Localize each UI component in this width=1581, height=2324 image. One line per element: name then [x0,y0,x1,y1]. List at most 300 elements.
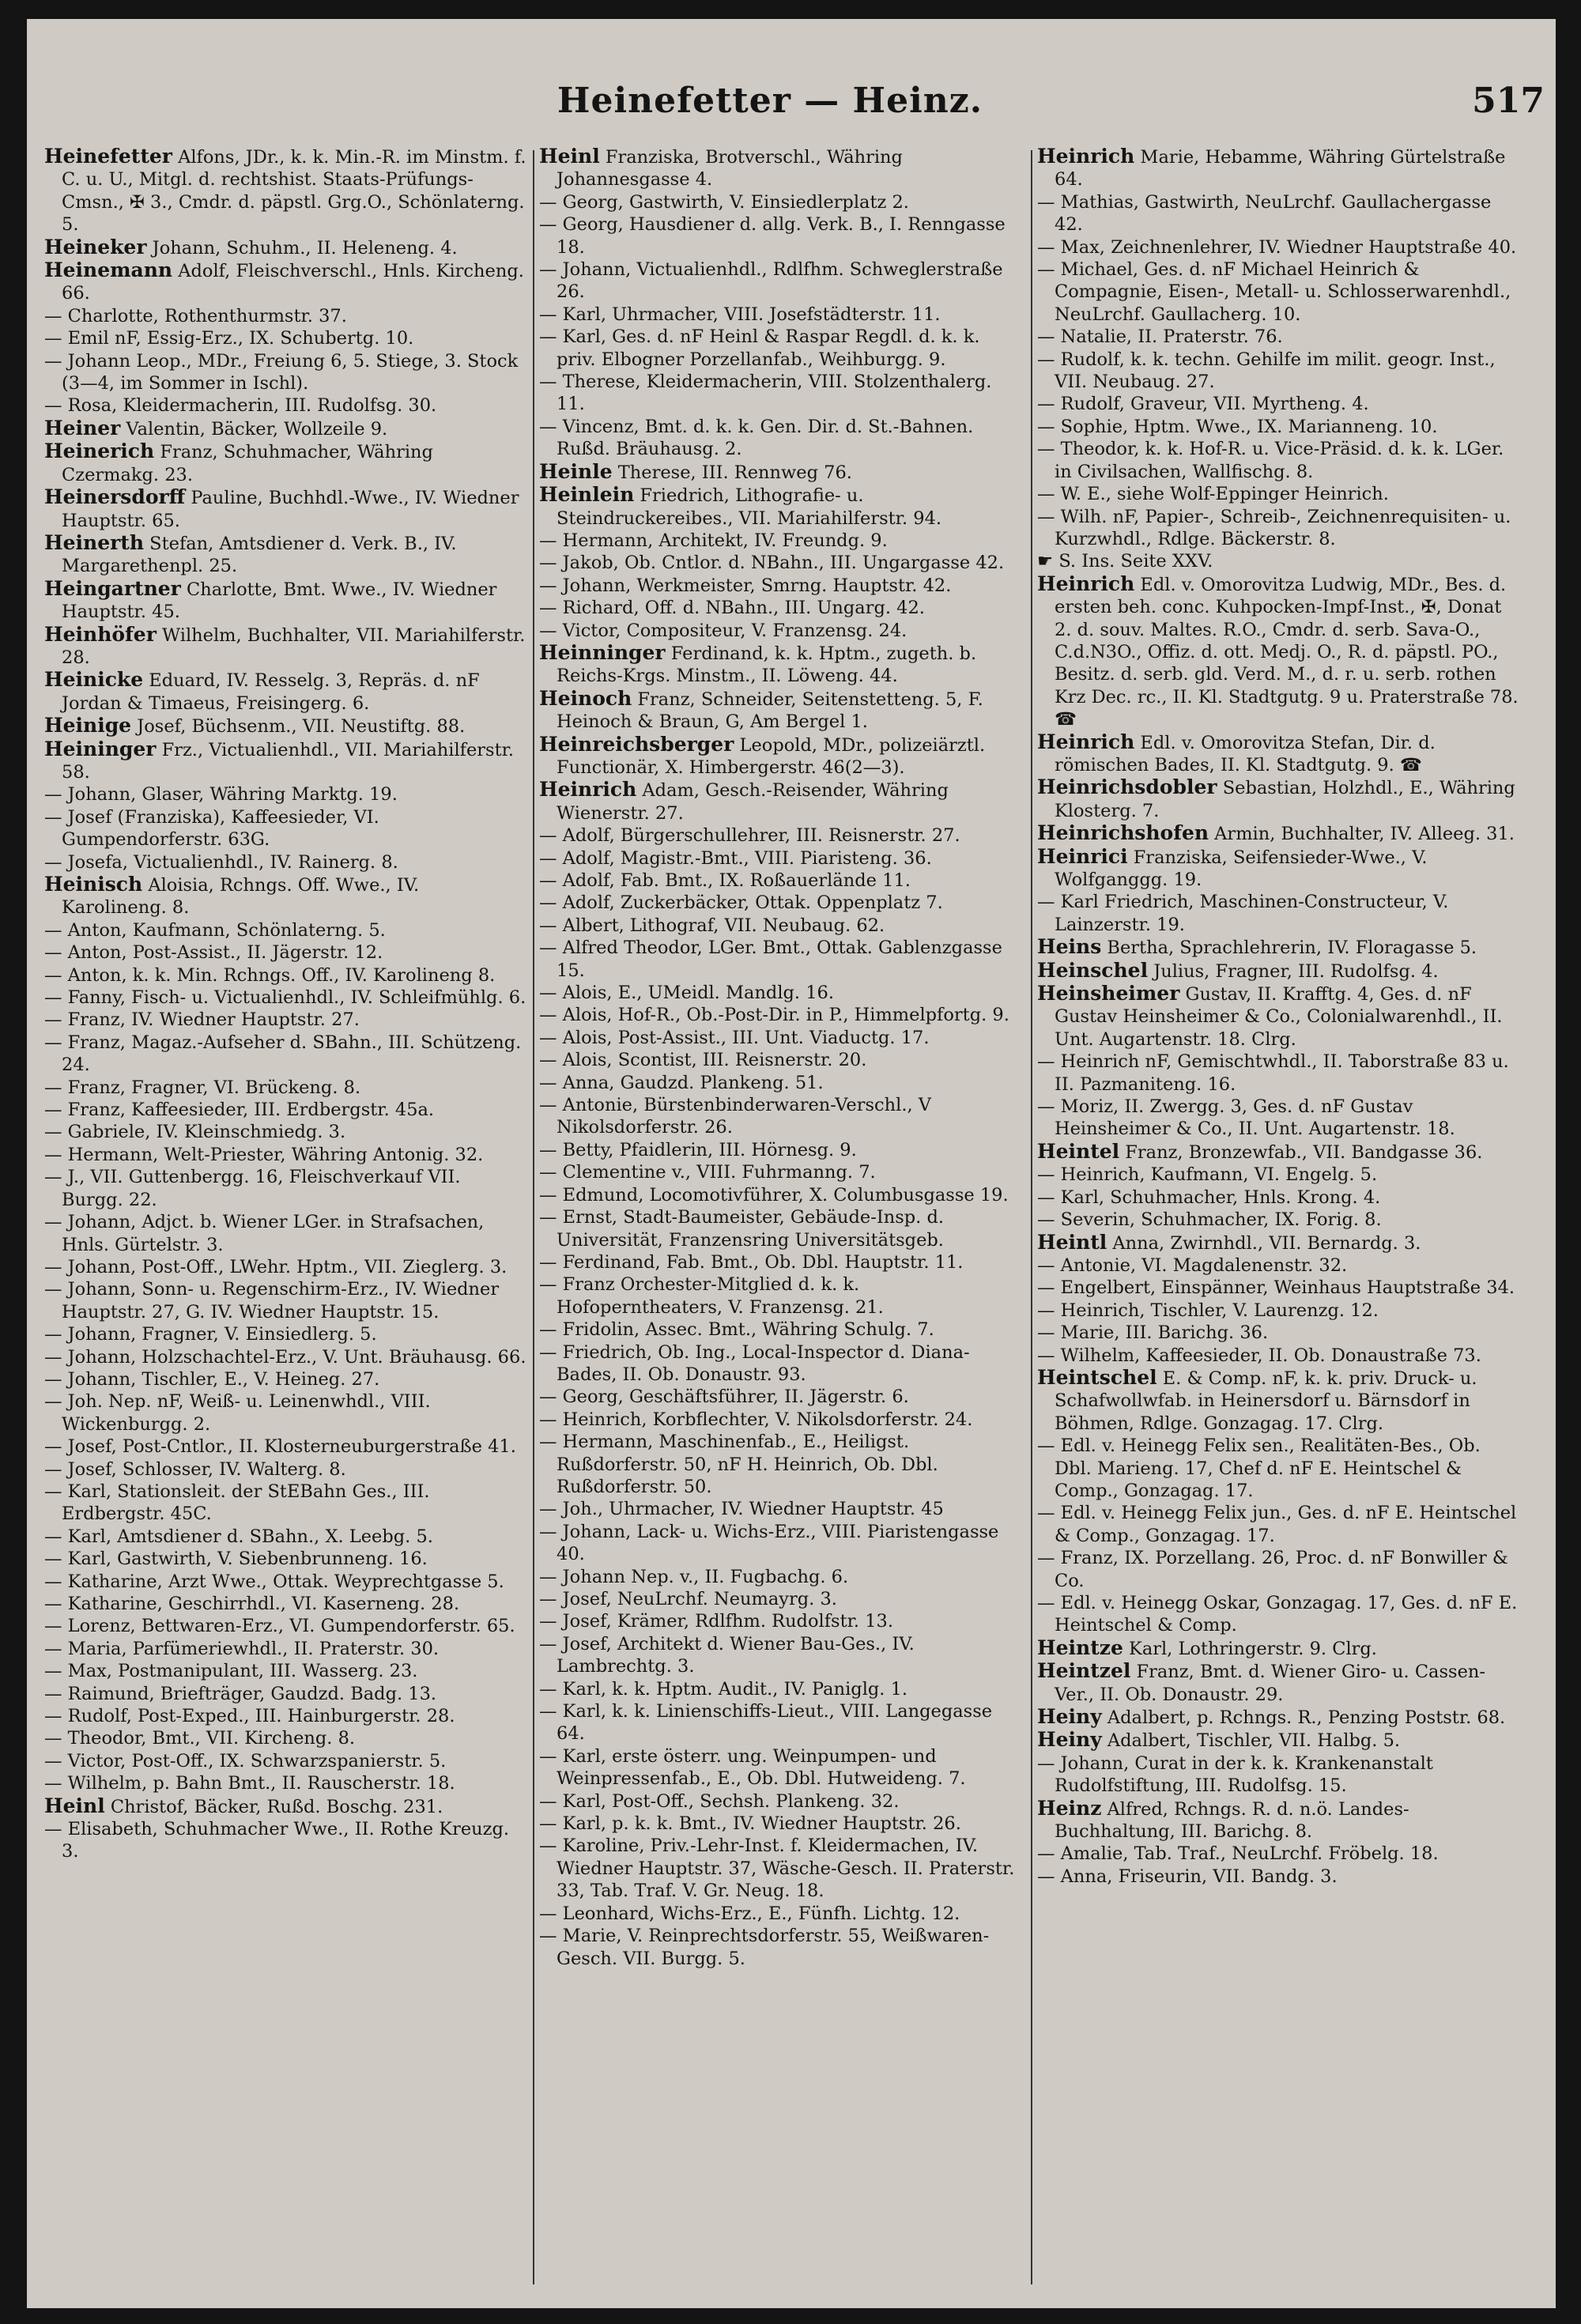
directory-entry [539,213,1021,258]
entry-details: — Edmund, Locomotivführer, X. Columbusgasse 19. [539,1184,1009,1205]
directory-entry [44,1526,526,1548]
entry-details: Julius, Fragner, III. Rudolfsg. 4. [1148,960,1439,982]
page-header [27,81,1556,136]
entry-details: Charlotte, Bmt. Wwe., IV. Wiedner Hauptstr. 45. [62,579,497,623]
directory-entry [44,417,526,440]
directory-entry [1037,822,1519,845]
directory-entry [539,1161,1021,1183]
directory-entry [539,1813,1021,1835]
entry-details: — Edl. v. Heinegg Felix jun., Ges. d. nF E. Heintschel & Comp., Gonzagag. 17. [1037,1503,1517,1546]
directory-entry [539,1633,1021,1678]
entry-details: Franz, Schneider, Seitenstetteng. 5, F. Heinoch & Braun, G, Am Bergel 1. [557,689,983,733]
entry-details: Armin, Buchhalter, IV. Alleeg. 31. [1209,824,1515,845]
entry-details: — Vincenz, Bmt. d. k. k. Gen. Dir. d. St.-Bahnen. Rußd. Bräuhausg. 2. [539,416,974,460]
entry-details: — Elisabeth, Schuhmacher Wwe., II. Rothe Kreuzg. 3. [44,1819,510,1862]
directory-entry [1037,550,1519,572]
directory-entry [539,1835,1021,1902]
entry-details: — Rudolf, Post-Exped., III. Hainburgerstr. 28. [44,1706,455,1727]
directory-entry [44,486,526,532]
directory-entry [1037,1096,1519,1141]
entry-details: — Max, Postmanipulant, III. Wasserg. 23. [44,1661,418,1682]
directory-entry [44,1323,526,1345]
entry-details: Alfred, Rchngs. R. d. n.ö. Landes-Buchhaltung, III. Barichg. 8. [1055,1798,1409,1843]
directory-entry [1037,438,1519,483]
directory-entry [44,1727,526,1749]
entry-details: — Charlotte, Rothenthurmstr. 37. [44,305,347,326]
directory-entry [1037,191,1519,236]
entry-details: Josef, Büchsenm., VII. Neustiftg. 88. [131,716,466,738]
entry-details: — Antonie, Bürstenbinderwaren-Verschl., V Nikolsdorferstr. 26. [539,1095,932,1138]
entry-details: — Karl, Gastwirth, V. Siebenbrunneng. 16. [44,1549,428,1570]
directory-entry [539,597,1021,619]
entry-details: Sebastian, Holzhdl., E., Währing Klosterg. 7. [1055,778,1515,821]
directory-entry [44,394,526,417]
column-middle [539,145,1021,2296]
directory-entry [44,1772,526,1794]
directory-entry [1037,983,1519,1051]
entry-details: — Karl, Stationsleit. der StEBahn Ges., III. Erdbergstr. 45C. [44,1481,430,1525]
entry-surname: Heintel [1037,1139,1120,1163]
entry-details: Eduard, IV. Resselg. 3, Repräs. d. nF Jordan & Timaeus, Freisingerg. 6. [62,670,480,714]
entry-surname: Heinige [44,714,132,738]
entry-details: — Sophie, Hptm. Wwe., IX. Marianneng. 10. [1037,416,1438,437]
directory-entry [539,326,1021,371]
entry-details: Adolf, Fleischverschl., Hnls. Kircheng. 66. [62,261,524,304]
entry-details: — Albert, Lithograf, VII. Neubaug. 62. [539,915,885,936]
entry-details: — Johann Leop., MDr., Freiung 6, 5. Stiege, 3. Stock (3—4, im Sommer in Ischl). [44,350,519,394]
entry-details: — Rosa, Kleidermacherin, III. Rudolfsg. 30. [44,395,437,417]
directory-entry [1037,846,1519,892]
entry-details: Gustav, II. Krafftg. 4, Ges. d. nF Gustav Heinsheimer & Co., Colonialwarenhdl., II. Unt. Augartenstr. 18. Clrg. [1055,984,1503,1050]
entry-details: Franz, Bronzewfab., VII. Bandgasse 36. [1119,1141,1483,1163]
running-head: Heinefetter — Heinz. [557,81,983,121]
entry-details: — Karl, Uhrmacher, VIII. Josefstädterstr. 11. [539,304,941,325]
directory-entry [539,642,1021,688]
entry-details: — Johann, Werkmeister, Smrng. Hauptstr. 42. [539,575,952,596]
directory-entry [1037,1729,1519,1752]
directory-entry [44,1571,526,1593]
entry-details: — Marie, V. Reinprechtsdorferstr. 55, Weißwaren-Gesch. VII. Burgg. 5. [539,1926,990,1969]
entry-details: — Franz Orchester-Mitglied d. k. k. Hofoperntheaters, V. Franzensg. 21. [539,1274,884,1318]
directory-entry [539,847,1021,870]
directory-entry [539,145,1021,191]
entry-details: — Alois, Post-Assist., III. Unt. Viaductg. 17. [539,1027,930,1048]
page-number: 517 [1472,81,1545,121]
entry-surname: Heinersdorff [44,485,186,509]
entry-details: — Alois, E., UMeidl. Mandlg. 16. [539,983,835,1004]
entry-surname: Heins [1037,935,1102,959]
directory-entry [44,1638,526,1660]
entry-details: Adalbert, Tischler, VII. Halbg. 5. [1101,1730,1401,1752]
directory-entry [1037,1209,1519,1231]
directory-entry [539,1678,1021,1700]
entry-details: — Heinrich, Korbflechter, V. Nikolsdorferstr. 24. [539,1409,973,1430]
entry-details: Alfons, JDr., k. k. Min.-R. im Minstm. f. C. u. U., Mitgl. d. rechtshist. Staats-Prüfungs-Cmsn., ✠ 3., Cmdr. d. päpstl. Grg.O., Schönlaterng. 5. [62,147,526,236]
entry-details: — Amalie, Tab. Traf., NeuLrchf. Fröbelg. 18. [1037,1843,1439,1865]
entry-details: — Betty, Pfaidlerin, III. Hörnesg. 9. [539,1139,857,1160]
entry-surname: Heinrichshofen [1037,821,1209,845]
entry-details: — Michael, Ges. d. nF Michael Heinrich & Compagnie, Eisen-, Metall- u. Schlosserwarenhdl., NeuLrchf. Gaullacherg. 10. [1037,259,1511,325]
entry-details: — Georg, Hausdiener d. allg. Verk. B., I. Renngasse 18. [539,214,1006,258]
entry-details: — Karoline, Priv.-Lehr-Inst. f. Kleidermachen, IV. Wiedner Hauptstr. 37, Wäsche-Gesch. II. Praterstr. 33, Tab. Traf. V. Gr. Neug. 18. [539,1835,1015,1902]
entry-details: Anna, Zwirnhdl., VII. Bernardg. 3. [1107,1232,1421,1254]
entry-surname: Heinrich [539,778,637,802]
directory-entry [539,1251,1021,1273]
entry-details: — Georg, Gastwirth, V. Einsiedlerplatz 2. [539,191,909,213]
entry-details: — Clementine v., VIII. Fuhrmanng. 7. [539,1162,876,1183]
directory-entry [44,783,526,805]
directory-entry [1037,1232,1519,1254]
directory-entry [1037,1300,1519,1322]
entry-details: — Heinrich, Tischler, V. Laurenzg. 12. [1037,1300,1379,1321]
directory-entry [1037,1752,1519,1798]
entry-details: — Engelbert, Einspänner, Weinhaus Hauptstraße 34. [1037,1277,1515,1299]
directory-entry [1037,936,1519,959]
entry-details: — Johann, Fragner, V. Einsiedlerg. 5. [44,1324,377,1345]
entry-surname: Heiny [1037,1705,1102,1729]
entry-details: — Richard, Off. d. NBahn., III. Ungarg. 42. [539,598,925,619]
entry-surname: Heinrich [1037,145,1135,168]
entry-details: — Johann, Curat in der k. k. Krankenanstalt Rudolfstiftung, III. Rudolfsg. 15. [1037,1752,1433,1797]
entry-details: — Moriz, II. Zwergg. 3, Ges. d. nF Gustav Heinsheimer & Co., II. Unt. Augartenstr. 18. [1037,1096,1455,1140]
directory-entry [1037,891,1519,936]
entry-surname: Heinisch [44,873,143,896]
entry-details: — Josef, Schlosser, IV. Walterg. 8. [44,1458,346,1480]
directory-entry [1037,506,1519,551]
directory-entry [44,1211,526,1256]
entry-details: — Karl, k. k. Linienschiffs-Lieut., VIII. Langegasse 64. [539,1701,993,1745]
directory-entry [44,1368,526,1390]
entry-details: — Theodor, k. k. Hof-R. u. Vice-Präsid. d. k. k. LGer. in Civilsachen, Wallfischg. 8. [1037,439,1504,482]
entry-details: Franziska, Seifensieder-Wwe., V. Wolfganggg. 19. [1055,847,1428,890]
directory-entry [1037,1547,1519,1592]
entry-surname: Heiner [44,416,121,440]
entry-details: — Hermann, Architekt, IV. Freundg. 9. [539,530,888,551]
entry-details: — Natalie, II. Praterstr. 76. [1037,326,1283,348]
directory-entry [539,1431,1021,1498]
entry-details: — Katharine, Geschirrhdl., VI. Kaserneng. 28. [44,1594,460,1614]
entry-surname: Heintl [1037,1230,1107,1254]
entry-details: — Wilh. nF, Papier-, Schreib-, Zeichnenrequisiten- u. Kurzwhdl., Rdlge. Bäckerstr. 8. [1037,506,1511,549]
directory-entry [44,1615,526,1637]
entry-details: — Adolf, Fab. Bmt., IX. Roßauerlände 11. [539,870,911,891]
directory-entry [1037,1367,1519,1435]
directory-entry [44,1256,526,1278]
directory-entry [1037,1141,1519,1164]
directory-entry [539,575,1021,597]
column-left [44,145,526,2296]
entry-details: — Edl. v. Heinegg Oskar, Gonzagag. 17, Ges. d. nF E. Heintschel & Comp. [1037,1593,1518,1636]
entry-details: — Karl, erste österr. ung. Weinpumpen- und Weinpressenfab., E., Ob. Dbl. Hutweideng. 7. [539,1745,966,1790]
directory-entry [44,964,526,987]
entry-details: — Wilhelm, Kaffeesieder, II. Ob. Donaustraße 73. [1037,1345,1481,1366]
directory-entry [44,1077,526,1099]
directory-entry [44,1548,526,1570]
entry-details: Franz, Bmt. d. Wiener Giro- u. Cassen-Ver., II. Ob. Donaustr. 29. [1055,1662,1485,1705]
entry-surname: Heinrichsdobler [1037,775,1217,799]
directory-entry [539,1184,1021,1206]
directory-entry [1037,349,1519,394]
directory-entry [539,1027,1021,1049]
entry-details: Edl. v. Omorovitza Ludwig, MDr., Bes. d. ersten beh. conc. Kuhpocken-Impf-Inst., ✠, Donat 2. d. souv. Maltes. R.O., Cmdr. d. serb. Sava-O., C.d.N3O., Offiz. d. ott. Medj. O., R. d. päpstl. PO., Besitz. d. serb. gld. Verd. M., d. r. u. serb. rothen Krz Dec. rc., II. Kl. Stadtgutg. 9 u. Praterstraße 78. ☎ [1055,574,1519,730]
directory-entry [539,1588,1021,1610]
entry-details: — Johann, Tischler, E., V. Heineg. 27. [44,1368,380,1390]
directory-entry [44,941,526,964]
column-right [1037,145,1519,2296]
entry-details: — Wilhelm, p. Bahn Bmt., II. Rauscherstr. 18. [44,1773,455,1794]
entry-surname: Heintze [1037,1635,1123,1659]
entry-details: Adam, Gesch.-Reisender, Währing Wienerstr. 27. [557,780,949,824]
entry-surname: Heinlein [539,483,635,507]
entry-surname: Heininger [44,737,157,760]
entry-details: — J., VII. Guttenbergg. 16, Fleischverkauf VII. Burgg. 22. [44,1167,461,1210]
directory-entry [1037,1164,1519,1186]
entry-details: — Karl, k. k. Hptm. Audit., IV. Paniglg. 1. [539,1678,908,1700]
directory-entry [1037,1187,1519,1209]
entry-details: — Joh., Uhrmacher, IV. Wiedner Hauptstr. 45 [539,1499,944,1520]
directory-entry [1037,416,1519,438]
directory-entry [539,530,1021,552]
directory-entry [539,304,1021,326]
entry-details: — Edl. v. Heinegg Felix sen., Realitäten-Bes., Ob. Dbl. Marieng. 17, Chef d. nF E. Heintschel & Comp., Gonzagag. 17. [1037,1436,1481,1501]
directory-entry [44,624,526,670]
entry-details: Franz, Schuhmacher, Währing Czermakg. 23. [62,442,433,485]
entry-details: — Johann, Holzschachtel-Erz., V. Unt. Bräuhausg. 66. [44,1346,526,1368]
directory-entry [539,824,1021,847]
entry-details: — Karl Friedrich, Maschinen-Constructeur, V. Lainzerstr. 19. [1037,892,1449,935]
directory-entry [539,1386,1021,1408]
entry-details: — Karl, Ges. d. nF Heinl & Raspar Regdl. d. k. k. priv. Elbogner Porzellanfab., Weihburgg. 9. [539,326,980,370]
directory-entry [539,779,1021,824]
entry-surname: Heinl [44,1794,105,1817]
entry-details: Edl. v. Omorovitza Stefan, Dir. d. römischen Bades, II. Kl. Stadtgutg. 9. ☎ [1055,732,1436,775]
directory-entry [1037,145,1519,191]
entry-details: — Anna, Friseurin, VII. Bandg. 3. [1037,1866,1338,1887]
directory-entry [539,484,1021,530]
entry-details: — Fridolin, Assec. Bmt., Währing Schulg. 7. [539,1319,934,1341]
directory-entry [1037,393,1519,415]
entry-details: — Rudolf, Graveur, VII. Myrtheng. 4. [1037,394,1369,415]
entry-details: — Mathias, Gastwirth, NeuLrchf. Gaullachergasse 42. [1037,191,1492,236]
entry-details: — Karl, p. k. k. Bmt., IV. Wiedner Hauptstr. 26. [539,1813,961,1835]
entry-details: — Adolf, Magistr.-Bmt., VIII. Piaristeng. 36. [539,847,932,869]
entry-details: — Hermann, Maschinenfab., E., Heiligst. Rußdorferstr. 50, nF H. Heinrich, Ob. Dbl. Rußdorferstr. 50. [539,1432,938,1497]
directory-entry [44,1458,526,1481]
directory-entry [1037,731,1519,777]
entry-details: — Adolf, Bürgerschullehrer, III. Reisnerstr. 27. [539,825,960,847]
directory-entry [1037,1435,1519,1502]
entry-details: — Max, Zeichnenlehrer, IV. Wiedner Hauptstraße 40. [1037,236,1517,258]
entry-surname: Heinerth [44,530,145,554]
directory-entry [1037,1592,1519,1637]
entry-details: — Theodor, Bmt., VII. Kircheng. 8. [44,1728,356,1749]
entry-details: — Heinrich nF, Gemischtwhdl., II. Taborstraße 83 u. II. Pazmaniteng. 16. [1037,1051,1509,1095]
directory-entry [539,1700,1021,1745]
entry-surname: Heinninger [539,640,666,664]
entry-details: — Anton, k. k. Min. Rchngs. Off., IV. Karolineng 8. [44,964,496,986]
directory-entry [539,734,1021,779]
directory-entry [1037,236,1519,258]
directory-entry [44,715,526,738]
directory-entry [539,191,1021,213]
entry-details: — Franz, IV. Wiedner Hauptstr. 27. [44,1009,360,1031]
directory-entry [539,258,1021,304]
directory-entry [539,937,1021,982]
directory-entry [44,873,526,919]
entry-surname: Heinz [1037,1796,1102,1820]
directory-entry [539,1566,1021,1588]
directory-entry [539,461,1021,484]
directory-entry [1037,1660,1519,1706]
entry-surname: Heinicke [44,668,144,692]
entry-surname: Heineker [44,235,147,258]
directory-entry [44,1121,526,1143]
entry-details: — Josef, Krämer, Rdlfhm. Rudolfstr. 13. [539,1611,893,1632]
entry-details: — Alois, Scontist, III. Reisnerstr. 20. [539,1050,867,1071]
entry-details: — Jakob, Ob. Cntlor. d. NBahn., III. Ungargasse 42. [539,553,1005,574]
directory-entry [539,371,1021,416]
directory-entry [44,1009,526,1031]
entry-surname: Heinreichsberger [539,732,734,756]
entry-details: Pauline, Buchhdl.-Wwe., IV. Wiedner Hauptstr. 65. [62,488,519,531]
directory-entry [1037,1322,1519,1344]
column-rule [1031,150,1032,2284]
entry-details: — Therese, Kleidermacherin, VIII. Stolzenthalerg. 11. [539,372,992,415]
entry-details: Stefan, Amtsdiener d. Verk. B., IV. Margarethenpl. 25. [62,533,457,577]
entry-details: Aloisia, Rchngs. Off. Wwe., IV. Karolineng. 8. [62,875,420,919]
directory-entry [44,1481,526,1526]
directory-entry [44,806,526,851]
entry-surname: Heinrich [1037,730,1135,753]
directory-entry [539,1139,1021,1161]
directory-entry [44,1166,526,1211]
entry-details: — Maria, Parfümeriewhdl., II. Praterstr. 30. [44,1638,440,1659]
directory-entry [44,327,526,349]
entry-details: — Franz, Kaffeesieder, III. Erdbergstr. 45a. [44,1100,435,1121]
directory-entry [1037,1051,1519,1096]
directory-entry [44,1099,526,1121]
entry-details: — Josefa, Victualienhdl., IV. Rainerg. 8. [44,851,398,873]
directory-entry [1037,573,1519,731]
directory-entry [44,1436,526,1458]
directory-entry [1037,1843,1519,1865]
entry-details: — Fanny, Fisch- u. Victualienhdl., IV. Schleifmühlg. 6. [44,987,526,1009]
directory-page [27,19,1556,2308]
entry-details: Johann, Schuhm., II. Heleneng. 4. [146,237,458,258]
directory-entry [1037,1866,1519,1888]
directory-entry [44,236,526,259]
directory-entry [44,1390,526,1436]
directory-entry [44,1705,526,1727]
directory-entry [44,305,526,327]
entry-details: Friedrich, Lithografie- u. Steindruckereibes., VII. Mariahilferstr. 94. [557,485,942,529]
directory-entry [44,532,526,578]
entry-details: — Katharine, Arzt Wwe., Ottak. Weyprechtgasse 5. [44,1571,504,1592]
entry-details: Wilhelm, Buchhalter, VII. Mariahilferstr. 28. [62,624,526,668]
directory-entry [1037,1502,1519,1547]
entry-details: — Raimund, Briefträger, Gaudzd. Badg. 13. [44,1683,437,1704]
entry-surname: Heinhöfer [44,622,157,646]
entry-surname: Heinoch [539,686,632,710]
entry-details: — Johann, Sonn- u. Regenschirm-Erz., IV. Wiedner Hauptstr. 27, G. IV. Wiedner Hauptstr. 15. [44,1279,500,1322]
directory-entry [539,1745,1021,1790]
directory-entry [539,1049,1021,1071]
entry-details: Leopold, MDr., polizeiärztl. Functionär, X. Himbergerstr. 46(2—3). [557,734,986,778]
directory-entry [539,1790,1021,1813]
entry-details: — Johann, Adjct. b. Wiener LGer. in Strafsachen, Hnls. Gürtelstr. 3. [44,1212,485,1255]
directory-entry [44,1683,526,1705]
directory-entry [539,416,1021,461]
entry-details: — Johann, Victualienhdl., Rdlfhm. Schweglerstraße 26. [539,259,1003,303]
directory-entry [44,1278,526,1323]
directory-entry [539,915,1021,937]
directory-entry [1037,483,1519,505]
directory-entry [539,1925,1021,1970]
entry-details: — W. E., siehe Wolf-Eppinger Heinrich. [1037,484,1389,505]
entry-surname: Heinemann [44,258,173,282]
entry-details: Ferdinand, k. k. Hptm., zugeth. b. Reichs-Krgs. Minstm., II. Löweng. 44. [557,643,977,687]
directory-entry [539,620,1021,642]
entry-details: — Georg, Geschäftsführer, II. Jägerstr. 6. [539,1386,909,1408]
directory-entry [44,578,526,624]
entry-details: Valentin, Bäcker, Wollzeile 9. [120,418,388,440]
entry-details: Karl, Lothringerstr. 9. Clrg. [1123,1638,1377,1659]
entry-details: Marie, Hebamme, Währing Gürtelstraße 64. [1055,147,1506,191]
entry-details: — Anna, Gaudzd. Plankeng. 51. [539,1072,824,1093]
directory-entry [44,1795,526,1818]
entry-surname: Heiny [1037,1728,1102,1752]
entry-details: — Franz, IX. Porzellang. 26, Proc. d. nF Bonwiller & Co. [1037,1548,1508,1591]
entry-details: Christof, Bäcker, Rußd. Boschg. 231. [104,1796,443,1817]
directory-entry [539,1610,1021,1632]
entry-details: — Johann Nep. v., II. Fugbachg. 6. [539,1566,849,1587]
entry-details: — Leonhard, Wichs-Erz., E., Fünfh. Lichtg. 12. [539,1903,960,1924]
entry-details: — Rudolf, k. k. techn. Gehilfe im milit. geogr. Inst., VII. Neubaug. 27. [1037,349,1496,393]
entry-details: — Heinrich, Kaufmann, VI. Engelg. 5. [1037,1164,1378,1186]
directory-entry [44,145,526,236]
directory-entry [44,1818,526,1863]
entry-details: — Severin, Schuhmacher, IX. Forig. 8. [1037,1209,1382,1231]
entry-details: — Victor, Post-Off., IX. Schwarzspanierstr. 5. [44,1750,447,1771]
directory-entry [1037,1637,1519,1660]
directory-entry [539,1498,1021,1520]
directory-entry [539,1206,1021,1251]
directory-entry [1037,1706,1519,1729]
entry-surname: Heinl [539,145,600,168]
directory-entry [44,669,526,715]
entry-details: — Josef, NeuLrchf. Neumayrg. 3. [539,1589,837,1609]
entry-details: — Johann, Lack- u. Wichs-Erz., VIII. Piaristengasse 40. [539,1521,999,1565]
entry-details: — Karl, Post-Off., Sechsh. Plankeng. 32. [539,1790,900,1812]
entry-details: Adalbert, p. Rchngs. R., Penzing Poststr. 68. [1101,1707,1506,1729]
entry-surname: Heinrich [1037,572,1135,595]
entry-details: — Adolf, Zuckerbäcker, Ottak. Oppenplatz 7. [539,892,943,914]
entry-details: — Johann, Glaser, Währing Marktg. 19. [44,784,398,805]
directory-entry [539,892,1021,914]
directory-entry [539,1319,1021,1341]
directory-entry [539,688,1021,734]
entry-surname: Heinefetter [44,145,172,168]
entry-details: — Victor, Compositeur, V. Franzensg. 24. [539,620,907,641]
directory-entry [44,851,526,873]
directory-entry [1037,1277,1519,1299]
entry-surname: Heinerich [44,440,155,463]
entry-surname: Heinle [539,459,613,483]
directory-entry [539,1903,1021,1925]
entry-details: — Marie, III. Barichg. 36. [1037,1322,1269,1344]
entry-surname: Heinsheimer [1037,982,1180,1005]
directory-entry [44,1032,526,1077]
